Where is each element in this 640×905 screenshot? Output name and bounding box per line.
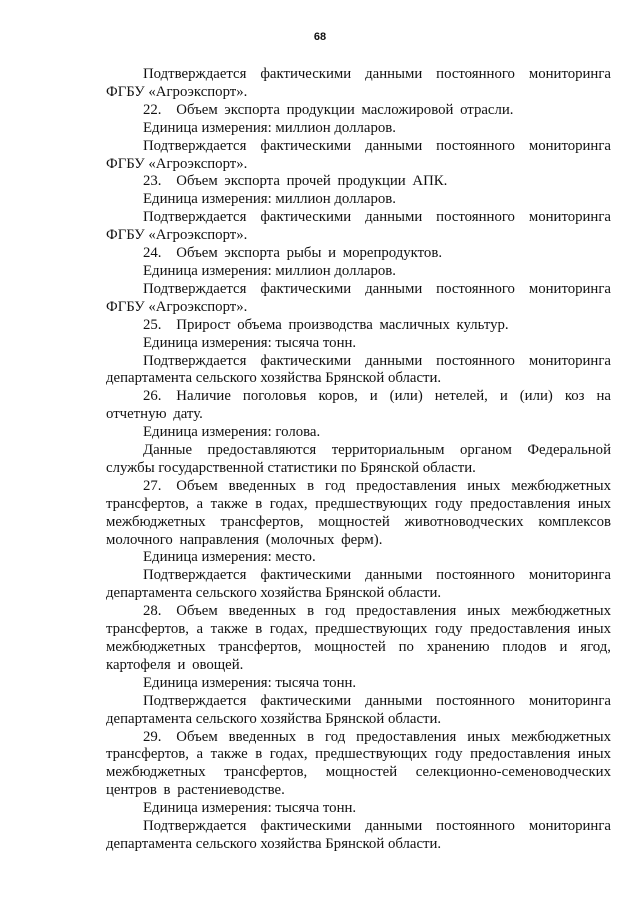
paragraph-item-26: 26. Наличие поголовья коров, и (или) нетелей, и (или) коз на отчетную дату. — [106, 388, 611, 423]
paragraph-unit: Единица измерения: миллион долларов. — [143, 119, 396, 136]
paragraph-unit: Единица измерения: миллион долларов. — [143, 262, 396, 279]
paragraph-confirmation: Подтверждается фактическими данными постоянного мониторинга ФГБУ «Агроэкспорт». — [106, 66, 611, 100]
paragraph-unit: Единица измерения: тысяча тонн. — [143, 334, 357, 351]
paragraph-confirmation: Подтверждается фактическими данными постоянного мониторинга департамента сельского хозяйства Брянской области. — [106, 818, 611, 852]
paragraph-confirmation: Подтверждается фактическими данными постоянного мониторинга ФГБУ «Агроэкспорт». — [106, 209, 611, 244]
paragraph-unit: Единица измерения: тысяча тонн. — [143, 800, 357, 817]
paragraph-item-25: 25. Прирост объема производства масличных культур. — [143, 316, 509, 333]
paragraph-item-23: 23. Объем экспорта прочей продукции АПК. — [143, 173, 448, 190]
paragraph-unit: Единица измерения: миллион долларов. — [143, 191, 396, 208]
paragraph-confirmation: Подтверждается фактическими данными постоянного мониторинга департамента сельского хозяйства Брянской области. — [106, 352, 611, 387]
page-number: 68 — [313, 31, 327, 43]
paragraph-confirmation: Подтверждается фактическими данными постоянного мониторинга ФГБУ «Агроэкспорт». — [106, 280, 611, 315]
paragraph-item-27: 27. Объем введенных в год предоставления иных межбюджетных трансфертов, а также в годах, предшествующих году предоставления иных межбюджетных трансфертов, мощностей животноводческих комплексов молочного направления (молочных ферм). — [106, 477, 611, 548]
paragraph-unit: Единица измерения: голова. — [143, 424, 321, 441]
paragraph-item-29: 29. Объем введенных в год предоставления иных межбюджетных трансфертов, а также в годах, предшествующих году предоставления иных межбюджетных трансфертов, мощностей селекционно-семеноводческих центров в растениеводстве. — [106, 728, 611, 799]
paragraph-item-28: 28. Объем введенных в год предоставления иных межбюджетных трансфертов, а также в годах, предшествующих году предоставления иных межбюджетных трансфертов, мощностей по хранению плодов и ягод, картофеля и овощей. — [106, 603, 611, 673]
paragraph-confirmation: Подтверждается фактическими данными постоянного мониторинга департамента сельского хозяйства Брянской области. — [106, 692, 611, 727]
paragraph-unit: Единица измерения: тысяча тонн. — [143, 674, 357, 691]
paragraph-data-source: Данные предоставляются территориальным органом Федеральной службы государственной статистики по Брянской области. — [106, 442, 611, 476]
paragraph-item-22: 22. Объем экспорта продукции масложировой отрасли. — [143, 101, 514, 118]
paragraph-unit: Единица измерения: место. — [143, 549, 316, 566]
paragraph-confirmation: Подтверждается фактическими данными постоянного мониторинга ФГБУ «Агроэкспорт». — [106, 137, 611, 172]
paragraph-item-24: 24. Объем экспорта рыбы и морепродуктов. — [143, 245, 443, 262]
paragraph-confirmation: Подтверждается фактическими данными постоянного мониторинга департамента сельского хозяйства Брянской области. — [106, 567, 611, 602]
document-body — [106, 66, 611, 854]
